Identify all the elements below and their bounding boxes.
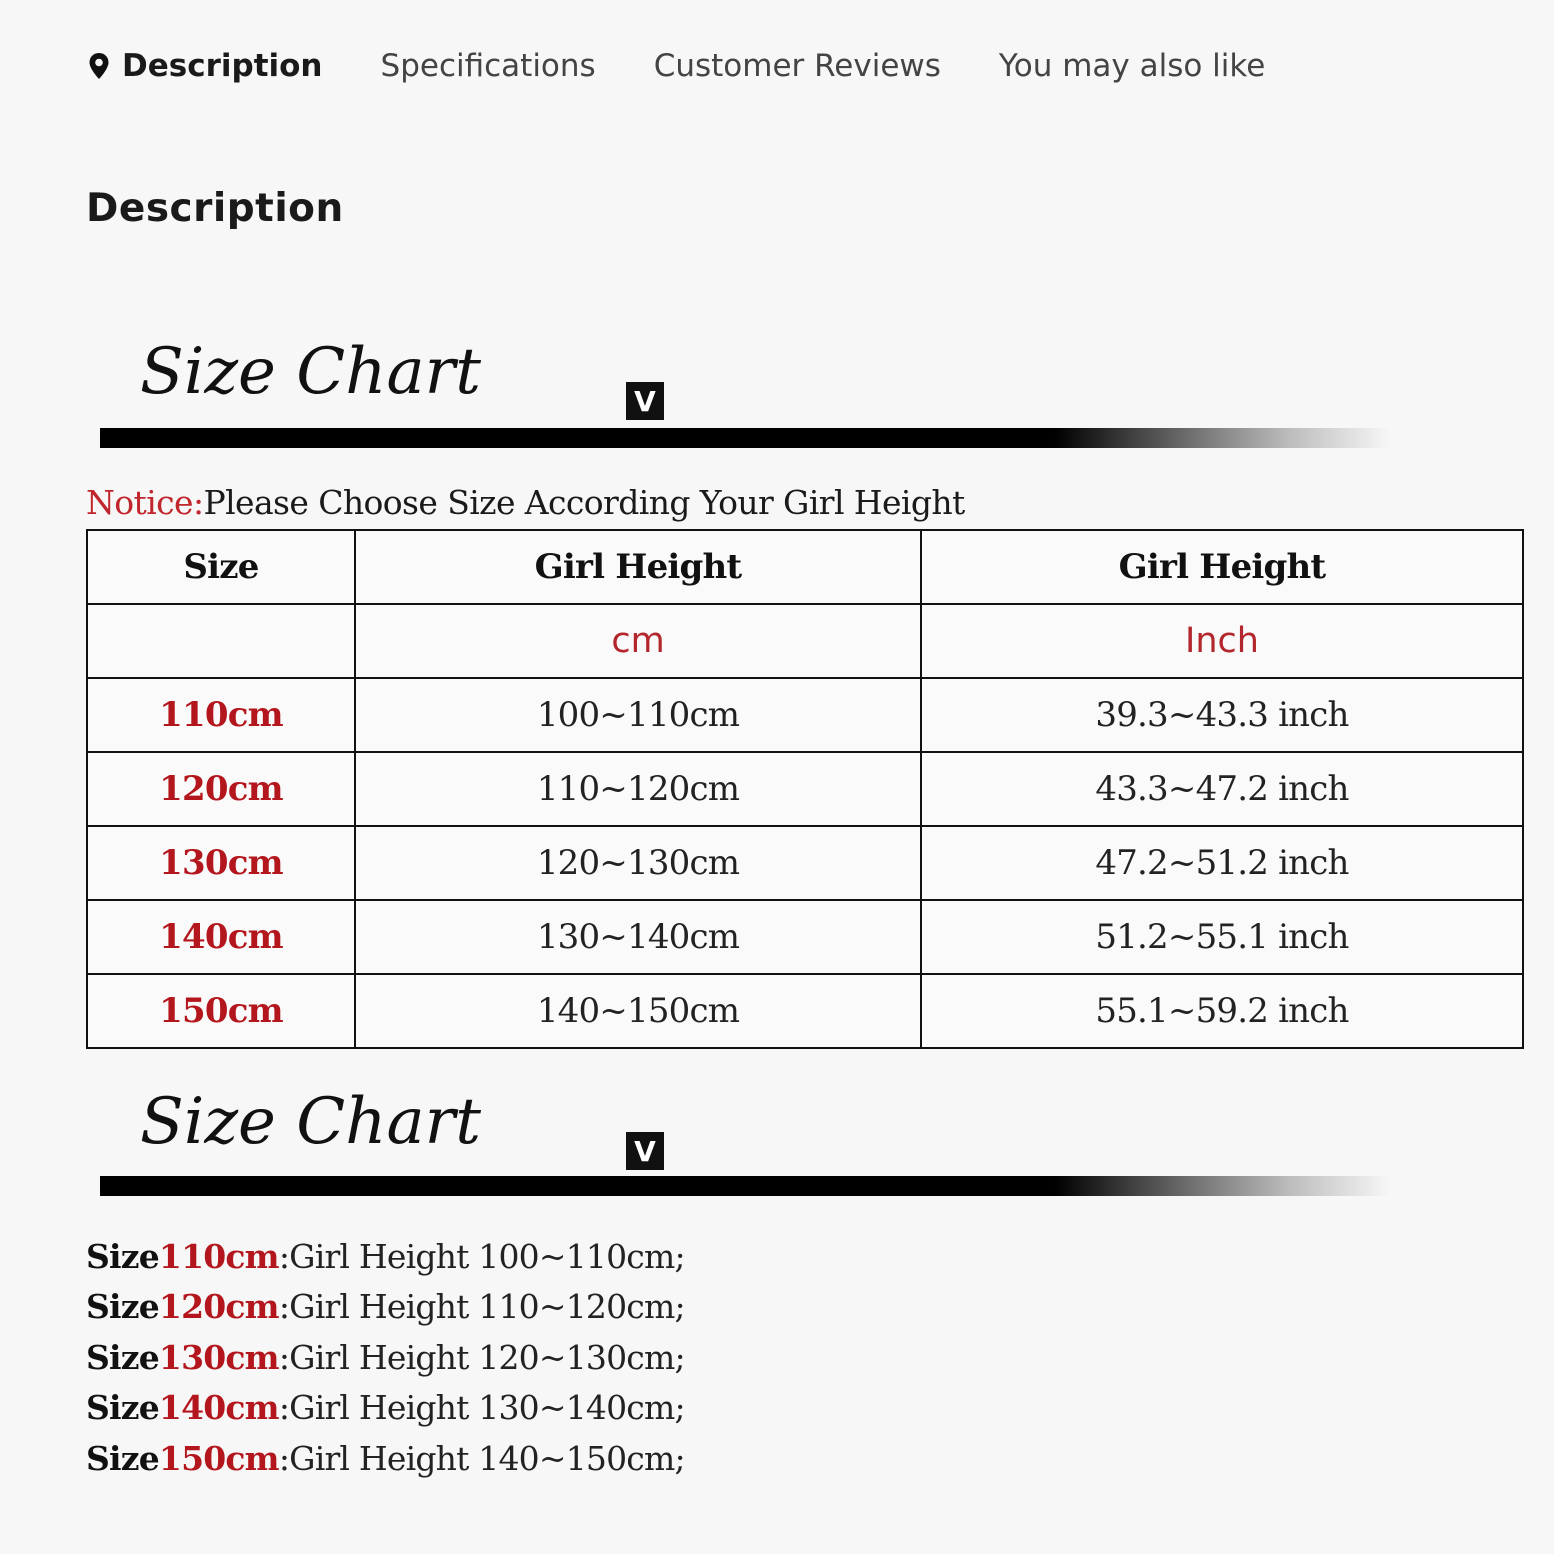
tab-you-may-also-like[interactable]	[999, 48, 1265, 84]
notice-text	[86, 483, 965, 522]
height-inch-cell: 47.2~51.2 inch	[921, 826, 1523, 900]
height-inch-cell: 43.3~47.2 inch	[921, 752, 1523, 826]
notice-body: Please Choose Size According Your Girl Height	[203, 483, 965, 522]
height-cm-cell: 130~140cm	[355, 900, 921, 974]
size-list-label: Size	[86, 1388, 159, 1428]
table-row	[87, 826, 1523, 900]
size-list-text: :Girl Height 110~120cm;	[278, 1287, 685, 1327]
size-chart-banner	[100, 1085, 1390, 1170]
size-list	[86, 1232, 685, 1484]
height-cm-cell: 110~120cm	[355, 752, 921, 826]
banner-divider	[100, 428, 1390, 448]
size-list-text: :Girl Height 130~140cm;	[278, 1388, 685, 1428]
size-list-label: Size	[86, 1438, 159, 1478]
product-tabs	[88, 44, 1323, 88]
size-cell: 110cm	[87, 678, 355, 752]
size-chart-title: Size Chart	[140, 1085, 481, 1159]
unit-cell-inch: Inch	[921, 604, 1523, 678]
size-chart-badge: V	[626, 382, 664, 420]
list-item	[86, 1383, 685, 1433]
list-item	[86, 1333, 685, 1383]
tab-specifications[interactable]	[381, 48, 596, 84]
height-cm-cell: 140~150cm	[355, 974, 921, 1048]
banner-divider	[100, 1176, 1390, 1196]
size-cell: 130cm	[87, 826, 355, 900]
notice-label: Notice:	[86, 483, 204, 522]
tab-customer-reviews[interactable]	[654, 48, 941, 84]
table-unit-row	[87, 604, 1523, 678]
table-row	[87, 974, 1523, 1048]
size-list-text: :Girl Height 100~110cm;	[278, 1237, 685, 1276]
size-list-label: Size	[86, 1337, 159, 1377]
section-title: Description	[86, 186, 344, 231]
size-table	[86, 529, 1524, 1049]
height-inch-cell: 55.1~59.2 inch	[921, 974, 1523, 1048]
table-row	[87, 752, 1523, 826]
column-header-size: Size	[87, 530, 355, 604]
tab-description[interactable]	[88, 48, 323, 84]
size-list-size: 130cm	[158, 1337, 279, 1377]
size-cell: 120cm	[87, 752, 355, 826]
list-item	[86, 1282, 685, 1332]
size-list-label: Size	[86, 1237, 159, 1276]
height-inch-cell: 51.2~55.1 inch	[921, 900, 1523, 974]
table-header-row	[87, 530, 1523, 604]
unit-cell-size	[87, 604, 355, 678]
list-item	[86, 1434, 685, 1484]
list-item	[86, 1232, 685, 1282]
size-cell: 150cm	[87, 974, 355, 1048]
size-list-text: :Girl Height 120~130cm;	[278, 1337, 685, 1377]
tab-label: Specifications	[380, 48, 596, 84]
size-chart-banner	[100, 335, 1390, 420]
tab-label: You may also like	[998, 48, 1266, 84]
size-list-size: 140cm	[158, 1388, 279, 1428]
table-row	[87, 900, 1523, 974]
height-inch-cell: 39.3~43.3 inch	[921, 678, 1523, 752]
unit-cell-cm: cm	[355, 604, 921, 678]
size-cell: 140cm	[87, 900, 355, 974]
size-list-text: :Girl Height 140~150cm;	[278, 1438, 685, 1478]
tab-label: Customer Reviews	[653, 48, 941, 84]
size-chart-title: Size Chart	[140, 335, 481, 409]
location-pin-icon	[88, 52, 110, 80]
height-cm-cell: 120~130cm	[355, 826, 921, 900]
height-cm-cell: 100~110cm	[355, 678, 921, 752]
size-chart-badge: V	[626, 1132, 664, 1170]
column-header-girl-height-cm: Girl Height	[355, 530, 921, 604]
size-list-size: 110cm	[158, 1237, 279, 1276]
size-list-label: Size	[86, 1287, 159, 1327]
column-header-girl-height-inch: Girl Height	[921, 530, 1523, 604]
size-list-size: 120cm	[158, 1287, 279, 1327]
tab-label: Description	[122, 48, 323, 84]
size-list-size: 150cm	[158, 1438, 279, 1478]
table-row	[87, 678, 1523, 752]
